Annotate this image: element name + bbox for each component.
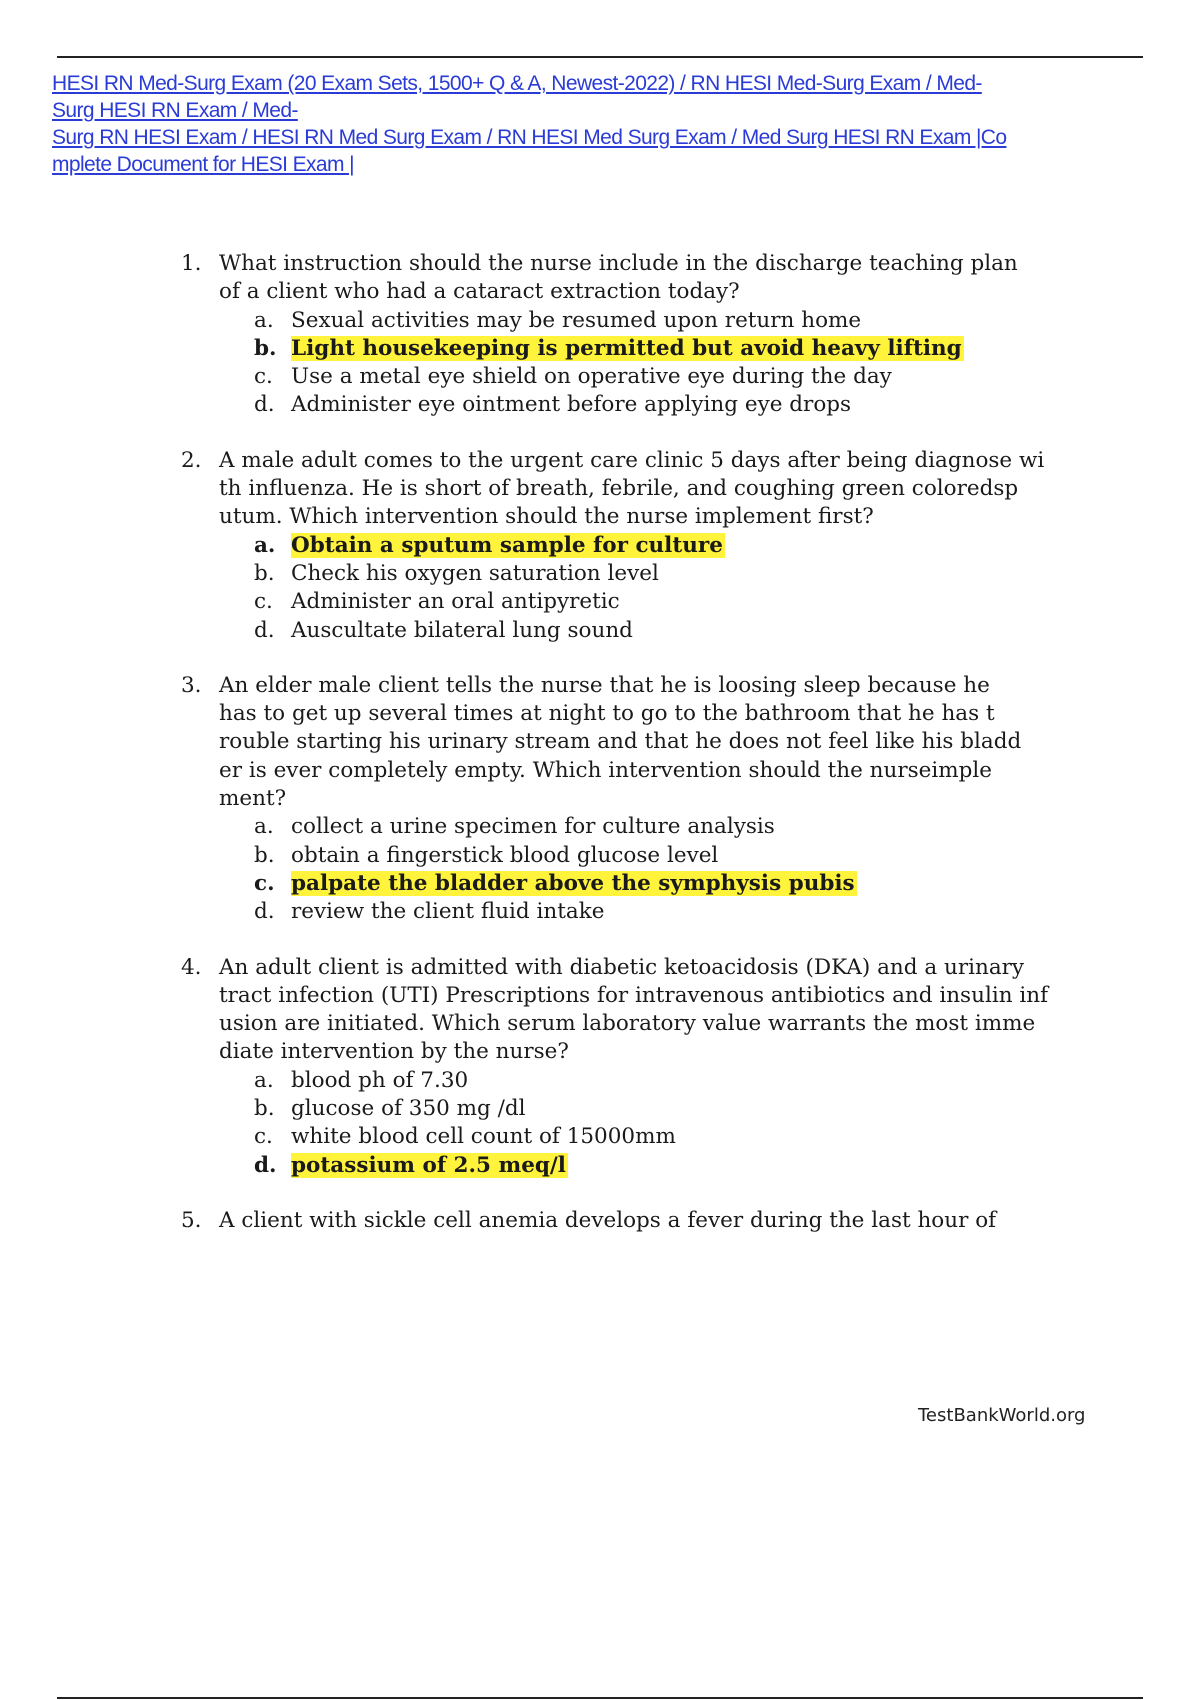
option-letter: a. bbox=[254, 814, 274, 840]
option-a bbox=[219, 813, 1081, 841]
option-text: Use a metal eye shield on operative eye during the day bbox=[291, 364, 892, 390]
watermark-text: TestBankWorld.org bbox=[918, 1405, 1086, 1426]
option-c bbox=[219, 1123, 1081, 1151]
question-4 bbox=[181, 954, 1081, 1180]
option-b-correct bbox=[219, 335, 1081, 363]
option-a bbox=[219, 307, 1081, 335]
option-list bbox=[219, 532, 1081, 645]
option-letter: a. bbox=[254, 1067, 274, 1093]
option-text: glucose of 350 mg /dl bbox=[291, 1096, 526, 1122]
option-c-correct bbox=[219, 870, 1081, 898]
option-d bbox=[219, 617, 1081, 645]
option-list bbox=[219, 1067, 1081, 1180]
option-letter: c. bbox=[254, 870, 275, 896]
option-letter: c. bbox=[254, 1124, 273, 1150]
option-list bbox=[219, 307, 1081, 420]
option-text-highlighted: Light housekeeping is permitted but avoid heavy lifting bbox=[291, 335, 962, 361]
question-number: 2. bbox=[181, 447, 202, 473]
option-text: Check his oxygen saturation level bbox=[291, 560, 659, 586]
option-d bbox=[219, 898, 1081, 926]
option-letter: b. bbox=[254, 335, 277, 361]
question-5 bbox=[181, 1207, 1081, 1235]
option-text: Administer an oral antipyretic bbox=[291, 589, 620, 615]
header-link-line-3[interactable]: Surg RN HESI Exam / HESI RN Med Surg Exam / RN HESI Med Surg Exam / Med Surg HESI RN Exam |Co bbox=[52, 126, 1007, 149]
option-text-highlighted: potassium of 2.5 meq/l bbox=[291, 1152, 566, 1178]
bottom-rule bbox=[57, 1697, 1143, 1699]
option-letter: b. bbox=[254, 560, 275, 586]
option-text: review the client fluid intake bbox=[291, 899, 605, 925]
option-text: collect a urine specimen for culture analysis bbox=[291, 814, 775, 840]
option-letter: b. bbox=[254, 842, 275, 868]
option-d bbox=[219, 391, 1081, 419]
option-letter: b. bbox=[254, 1096, 275, 1122]
option-text: Sexual activities may be resumed upon return home bbox=[291, 307, 862, 333]
header-link-line-4[interactable]: mplete Document for HESI Exam | bbox=[52, 153, 354, 176]
option-b bbox=[219, 560, 1081, 588]
option-b bbox=[219, 1095, 1081, 1123]
question-list bbox=[181, 250, 1081, 1262]
question-text: A client with sickle cell anemia develops a fever during the last hour of bbox=[219, 1207, 997, 1233]
question-text: An elder male client tells the nurse that he is loosing sleep because he has to get up several times at night to go to the bathroom that he has t rouble starting his urinary stream and that he does not feel like his bladd er is ever completely empty. Which intervention should the nurseimple ment? bbox=[219, 672, 1022, 812]
option-letter: c. bbox=[254, 364, 273, 390]
option-letter: c. bbox=[254, 589, 273, 615]
option-text: white blood cell count of 15000mm bbox=[291, 1124, 676, 1150]
option-text: Administer eye ointment before applying eye drops bbox=[291, 392, 852, 418]
question-2 bbox=[181, 447, 1081, 645]
option-a bbox=[219, 1067, 1081, 1095]
header-link-line-2[interactable]: Surg HESI RN Exam / Med- bbox=[52, 99, 298, 122]
option-letter: a. bbox=[254, 532, 276, 558]
option-a-correct bbox=[219, 532, 1081, 560]
option-text: blood ph of 7.30 bbox=[291, 1067, 469, 1093]
question-3 bbox=[181, 672, 1081, 927]
question-number: 1. bbox=[181, 251, 202, 276]
question-text: What instruction should the nurse include in the discharge teaching plan of a client who had a cataract extraction today? bbox=[219, 251, 1018, 305]
question-text: A male adult comes to the urgent care clinic 5 days after being diagnose wi th influenza. He is short of breath, febrile, and coughing green coloredsp utum. Which intervention should the nurse implement first? bbox=[219, 447, 1045, 530]
option-letter: d. bbox=[254, 899, 275, 925]
document-header bbox=[52, 70, 1142, 178]
option-d-correct bbox=[219, 1152, 1081, 1180]
question-number: 3. bbox=[181, 672, 202, 698]
option-text-highlighted: palpate the bladder above the symphysis pubis bbox=[291, 870, 855, 896]
option-b bbox=[219, 842, 1081, 870]
option-text: Auscultate bilateral lung sound bbox=[291, 617, 633, 643]
option-text: obtain a fingerstick blood glucose level bbox=[291, 842, 719, 868]
option-list bbox=[219, 813, 1081, 926]
option-c bbox=[219, 588, 1081, 616]
option-c bbox=[219, 363, 1081, 391]
question-number: 4. bbox=[181, 954, 202, 980]
question-text: An adult client is admitted with diabetic ketoacidosis (DKA) and a urinary tract infection (UTI) Prescriptions for intravenous antibiotics and insulin inf usion are initiated. Which serum laboratory value warrants the most imme diate intervention by the nurse? bbox=[219, 954, 1049, 1065]
header-link-line-1[interactable]: HESI RN Med-Surg Exam (20 Exam Sets, 1500+ Q & A, Newest-2022) / RN HESI Med-Surg Exam / Med- bbox=[52, 72, 982, 95]
top-rule bbox=[57, 56, 1143, 58]
question-number: 5. bbox=[181, 1207, 202, 1233]
option-letter: d. bbox=[254, 392, 275, 418]
option-text-highlighted: Obtain a sputum sample for culture bbox=[291, 532, 723, 558]
option-letter: a. bbox=[254, 307, 274, 333]
question-1 bbox=[181, 250, 1081, 420]
option-letter: d. bbox=[254, 1152, 277, 1178]
option-letter: d. bbox=[254, 617, 275, 643]
